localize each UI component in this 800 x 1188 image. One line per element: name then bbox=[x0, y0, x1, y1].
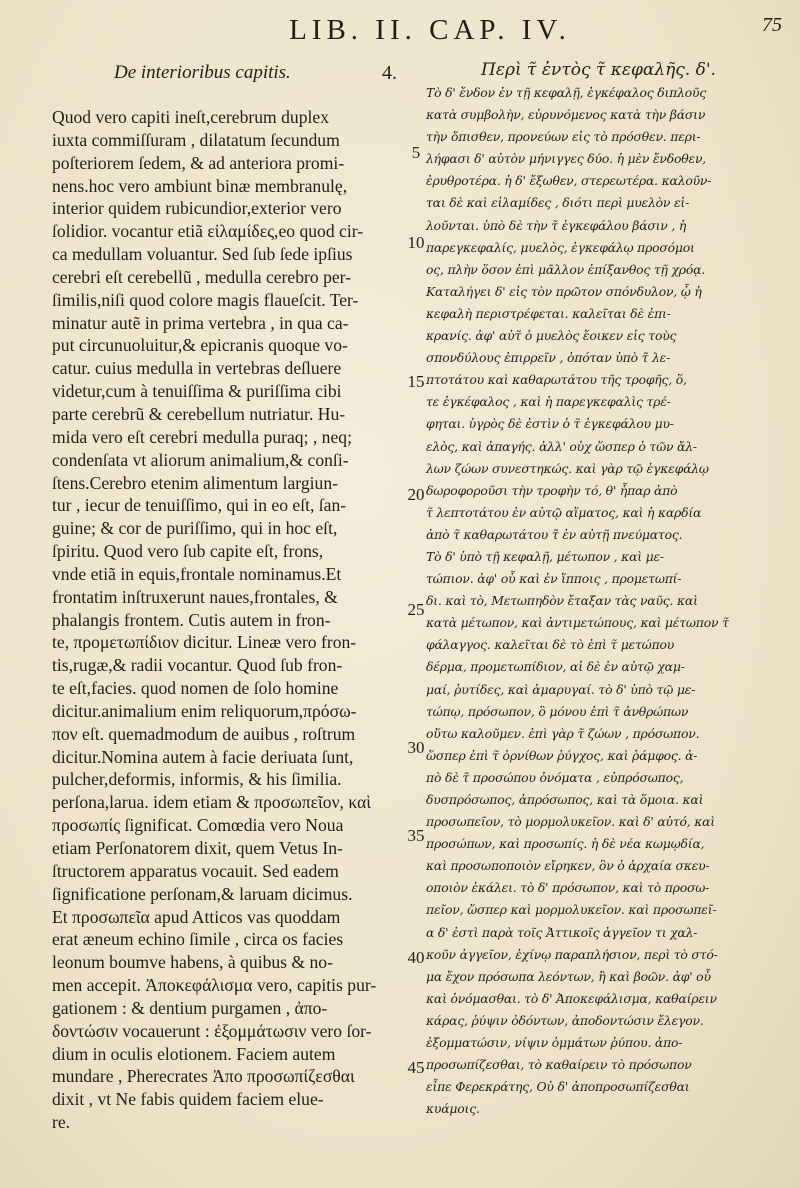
latin-text-line: cerebri eſt cerebellũ , medulla cerebro per- bbox=[52, 266, 352, 287]
margin-line-number: 40 bbox=[407, 948, 425, 967]
latin-text-line: minatur autẽ in prima vertebra , in qua ca- bbox=[52, 312, 349, 333]
latin-text-line: interior quidem rubicundior,exterior vero bbox=[52, 198, 342, 219]
greek-text-line: τὴν ὄπισθεν, προνεύων εἰς τὸ πρόσθεν. περι- bbox=[426, 129, 701, 145]
greek-text-line: Τὸ δ' ὑπὸ τῇ κεφαλῇ, μέτωπον , καὶ με- bbox=[426, 548, 664, 564]
line-number-gutter bbox=[404, 0, 426, 1188]
latin-text-line: ſpiritu. Quod vero ſub capite eſt, frons, bbox=[52, 541, 324, 562]
greek-text-line: δυσπρόσωπος, ἀπρόσωπος, καὶ τὰ ὅμοια. καὶ bbox=[426, 792, 704, 807]
latin-text-line: δοντώσιν vocauerunt : ἐξομμάτωσιν vero ſor- bbox=[52, 1020, 372, 1041]
greek-text-line: κατὰ μέτωπον, καὶ ἀντιμετώπους, καὶ μέτωπον τ̃ bbox=[426, 615, 729, 631]
latin-text-line: frontatim inſtruxerunt naues,frontales, & bbox=[52, 586, 338, 607]
greek-text-line: λήφασι δ' αὐτὸν μήνιγγες δύο. ἡ μὲν ἔνδοθεν, bbox=[426, 151, 707, 167]
latin-text-line: mundare , Pherecrates Ἀπο προσωπίζεσθαι bbox=[52, 1066, 355, 1087]
latin-text-line: tur , iecur de tenuiſſimo, qui in eo eſt, ſan- bbox=[52, 495, 347, 516]
greek-text-line: κάρας, ῥύψιν ὀδόντων, ἀποδοντώσιν ἔλεγον. bbox=[426, 1012, 704, 1028]
greek-text-line: μαί, ῥυτίδες, καὶ ἀμαρυγαί. τὸ δ' ὑπὸ τῷ με- bbox=[426, 681, 696, 697]
greek-text-line: τώπιον. ἀφ' οὗ καὶ ἐν ἵπποις , προμετωπί- bbox=[426, 571, 682, 587]
greek-text-line: προσωπεῖον, τὸ μορμολυκεῖον. καὶ δ' αὐτό, καὶ bbox=[426, 814, 715, 830]
greek-text-line: τώπῳ, πρόσωπον, ὃ μόνου ἐπὶ τ̃ ἀνθρώπων bbox=[426, 703, 689, 719]
latin-text-line: ca medullam voluantur. Sed ſub ſede ipſius bbox=[52, 244, 353, 265]
greek-text-line: κατὰ συμβολὴν, εὐρυνόμενος κατὰ τὴν βάσιν bbox=[426, 107, 706, 123]
latin-text-line: videtur,cum à tenuiſſima & puriſſima cibi bbox=[52, 381, 342, 402]
greek-text-line: ελὸς, καὶ ἀπαγής. ἀλλ' οὐχ ὥσπερ ὁ τῶν ἄλ- bbox=[426, 438, 697, 454]
margin-line-number: 35 bbox=[407, 826, 425, 845]
latin-text-line: dium in oculis elotionem. Faciem autem bbox=[52, 1043, 336, 1064]
latin-text-line: te eſt,facies. quod nomen de ſolo homine bbox=[52, 678, 339, 699]
greek-text-line: εἶπε Φερεκράτης, Οὐ δ' ἀποπροσωπίζεσθαι bbox=[426, 1079, 690, 1095]
latin-text-line: nens.hoc vero ambiunt binæ membranulę, bbox=[52, 175, 348, 196]
greek-text-body bbox=[426, 82, 771, 1120]
greek-text-line: ὥσπερ ἐπὶ τ̃ ὀρνίθων ῥύγχος, καὶ ῥάμφος. ἀ- bbox=[426, 747, 698, 763]
greek-text-line: κοῦν ἀγγεῖον, ἐχίνῳ παραπλήσιον, περὶ τὸ στό- bbox=[426, 946, 718, 962]
greek-text-line: α δ' ἐστὶ παρὰ τοῖς Ἀττικοῖς ἀγγεῖον τι χαλ- bbox=[426, 924, 698, 940]
latin-text-line: te, προμετωπίδιον dicitur. Lineæ vero fron- bbox=[52, 632, 357, 653]
latin-text-line: dicitur.Nomina autem à facie deriuata ſunt, bbox=[52, 746, 354, 767]
latin-text-line: perſona,larua. idem etiam & προσωπεῖον, καὶ bbox=[52, 792, 371, 813]
latin-text-line: Et προσωπεῖα apud Atticos vas quoddam bbox=[52, 906, 341, 927]
latin-column bbox=[52, 62, 404, 1134]
latin-text-line: guine; & cor de puriſſimo, qui in hoc eſt, bbox=[52, 518, 338, 539]
greek-text-line: ος, πλὴν ὅσον ἐπὶ μᾶλλον ἐπίξανθος τῇ χρόᾳ. bbox=[426, 261, 706, 277]
margin-line-number: 10 bbox=[407, 233, 425, 252]
greek-text-line: ἐξομματώσιν, νίψιν ὀμμάτων ῥύπου. ἀπο- bbox=[426, 1035, 683, 1051]
latin-text-line: put circunuoluitur,& epicranis quoque vo- bbox=[52, 335, 348, 356]
greek-text-line: καὶ ὀνόμασθαι. τὸ δ' Ἀποκεφάλισμα, καθαίρειν bbox=[426, 990, 717, 1006]
page-number: 75 bbox=[762, 14, 782, 36]
greek-text-line: πὸ δὲ τ̃ προσώπου ὀνόματα , εὐπρόσωπος, bbox=[426, 769, 684, 785]
greek-column bbox=[426, 60, 771, 1120]
greek-text-line: Καταλήγει δ' εἰς τὸν πρῶτον σπόνδυλον, ᾧ ἡ bbox=[426, 283, 702, 299]
greek-text-line: ἐρυθροτέρα. ἡ δ' ἔξωθεν, στερεωτέρα. καλοῦν- bbox=[426, 173, 712, 189]
greek-text-line: κρανίς. ἀφ' αὐτ̃ ὁ μυελὸς ἔοικεν εἰς τοὺς bbox=[426, 328, 677, 344]
greek-text-line: παρεγκεφαλίς, μυελὸς, ἐγκεφάλῳ προσόμοι bbox=[426, 239, 695, 255]
margin-line-number: 15 bbox=[407, 372, 425, 391]
greek-text-line: καὶ προσωποποιὸν εἴρηκεν, ὃν ὁ ἀρχαία σκευ- bbox=[426, 858, 710, 874]
running-head: LIB. II. CAP. IV. bbox=[289, 14, 571, 46]
greek-text-line: δωροφοροῦσι τὴν τροφὴν τό, θ' ἧπαρ ἀπὸ bbox=[426, 482, 678, 498]
margin-line-number: 25 bbox=[407, 600, 425, 619]
latin-text-line: vnde etiã in equis,frontale nominamus.Et bbox=[52, 563, 342, 584]
latin-text-line: προσωπίς ſignificat. Comœdia vero Noua bbox=[52, 815, 344, 836]
latin-text-line: leonum boumve habens, à quibus & no- bbox=[52, 952, 333, 973]
greek-text-line: κεφαλὴ περιστρέφεται. καλεῖται δὲ ἐπι- bbox=[426, 305, 671, 321]
greek-text-line: σπονδύλους ἐπιρρεῖν , ὁπόταν ὑπὸ τ̃ λε- bbox=[426, 350, 671, 366]
greek-text-line: προσωπίζεσθαι, τὸ καθαίρειν τὸ πρόσωπον bbox=[426, 1057, 692, 1073]
greek-text-line: οὕτω καλοῦμεν. ἐπὶ γὰρ τ̃ ζώων , πρόσωπον. bbox=[426, 725, 700, 741]
latin-text-line: erat æneum echino ſimile , circa os facies bbox=[52, 929, 344, 950]
greek-text-line: Τὸ δ' ἔνδον ἐν τῇ κεφαλῇ, ἐγκέφαλος διπλοῦς bbox=[426, 85, 707, 100]
latin-text-line: phalangis frontem. Cutis autem in fron- bbox=[52, 609, 331, 630]
latin-text-line: gationem : & dentium purgamen , ἀπο- bbox=[52, 997, 328, 1018]
latin-text-line: dicitur.animalium enim reliquorum,πρόσω- bbox=[52, 700, 357, 721]
latin-text-line: Quod vero capiti ineſt,cerebrum duplex bbox=[52, 107, 330, 127]
greek-text-line: ται δὲ καὶ εἰλαμίδες , διότι περὶ μυελὸν εἰ- bbox=[426, 195, 690, 211]
latin-text-line: tis,rugæ,& radii vocantur. Quod ſub fron- bbox=[52, 655, 343, 676]
greek-text-line: μα ἔχον πρόσωπα λεόντων, ἢ καὶ βοῶν. ἀφ' οὗ bbox=[426, 968, 711, 984]
greek-text-line: δέρμα, προμετωπίδιον, αἱ δὲ ἐν αὐτῷ χαμ- bbox=[426, 659, 685, 675]
latin-text-line: ſimilis,niſi quod colore magis flaueſcit. Ter- bbox=[52, 289, 359, 310]
latin-text-line: πον eſt. quemadmodum de auibus , roſtrum bbox=[52, 723, 356, 744]
chapter-number: 4. bbox=[382, 62, 397, 84]
greek-text-line: κυάμοις. bbox=[426, 1101, 480, 1117]
latin-text-line: catur. cuius medulla in vertebras deſluere bbox=[52, 358, 342, 379]
greek-text-line: πεῖον, ὥσπερ καὶ μορμολυκεῖον. καὶ προσωπεῖ- bbox=[426, 902, 717, 918]
margin-line-number: 45 bbox=[407, 1058, 425, 1077]
margin-line-number: 5 bbox=[411, 143, 421, 162]
latin-text-line: etiam Perſonatorem dixit, quem Vetus In- bbox=[52, 838, 343, 858]
greek-text-line: πτοτάτου καὶ καθαρωτάτου τῆς τροφῆς, ὅ, bbox=[426, 372, 687, 388]
greek-text-line: λοῦνται. ὑπὸ δὲ τὴν τ̃ ἐγκεφάλου βάσιν , ἡ bbox=[426, 217, 687, 233]
latin-text-line: dixit , vt Ne fabis quidem faciem elue- bbox=[52, 1089, 324, 1110]
greek-text-line: λων ζώων συνεστηκώς. καὶ γὰρ τῷ ἐγκεφάλῳ bbox=[426, 460, 709, 476]
latin-text-line: ſtructorem apparatus vocauit. Sed eadem bbox=[52, 860, 339, 881]
latin-text-line: ſignificatione perſonam,& laruam dicimus. bbox=[52, 883, 353, 904]
latin-text-line: poſteriorem ſedem, & ad anteriora promi- bbox=[52, 152, 345, 173]
latin-section-title: De interioribus capitis. bbox=[114, 62, 291, 83]
latin-text-line: re. bbox=[52, 1112, 71, 1133]
margin-line-number: 30 bbox=[407, 738, 425, 757]
greek-text-line: τε ἐγκέφαλος , καὶ ἡ παρεγκεφαλὶς τρέ- bbox=[426, 394, 671, 410]
latin-text-line: parte cerebrũ & cerebellum nutriatur. Hu- bbox=[52, 403, 346, 424]
latin-text-line: pulcher,deformis, informis, & his ſimilia. bbox=[52, 769, 342, 790]
latin-text-body bbox=[52, 106, 404, 1134]
greek-text-line: οποιὸν ἐκάλει. τὸ δ' πρόσωπον, καὶ τὸ προσω- bbox=[426, 880, 710, 896]
latin-text-line: ſtens.Cerebro etenim alimentum largiun- bbox=[52, 472, 338, 493]
latin-text-line: mida vero eſt cerebri medulla puraq; , neq; bbox=[52, 426, 352, 447]
greek-text-line: προσώπων, καὶ προσωπίς. ἡ δὲ νέα κωμῳδία, bbox=[426, 836, 705, 852]
greek-text-line: ἀπὸ τ̃ καθαρωτάτου τ̃ ἐν αὐτῇ πνεύματος. bbox=[426, 526, 683, 542]
greek-text-line: φάλαγγος. καλεῖται δὲ τὸ ἐπὶ τ̃ μετώπου bbox=[426, 637, 675, 653]
latin-text-line: ſolidior. vocantur etiã εἰλαμίδες,eo quod cir- bbox=[52, 221, 364, 242]
greek-section-title: Περὶ τ̃ ἐντὸς τ̃ κεφαλῆς. δ'. bbox=[481, 60, 716, 80]
latin-text-line: men accepit. Ἀποκεφάλισμα vero, capitis pur- bbox=[52, 975, 377, 996]
greek-text-line: φηται. ὑγρὸς δὲ ἐστὶν ὁ τ̃ ἐγκεφάλου μυ- bbox=[426, 416, 674, 432]
latin-text-line: condenſata vt aliorum animalium,& conſi- bbox=[52, 449, 349, 470]
greek-text-line: τ̃ λεπτοτάτου ἐν αὐτῷ αἵματος, καὶ ἡ καρδία bbox=[426, 504, 702, 520]
latin-text-line: iuxta commiſſuram , dilatatum ſecundum bbox=[52, 129, 340, 150]
margin-line-number: 20 bbox=[407, 485, 425, 504]
greek-text-line: δι. καὶ τὸ, Μετωπηδὸν ἔταξαν τὰς ναῦς. καὶ bbox=[426, 593, 698, 609]
